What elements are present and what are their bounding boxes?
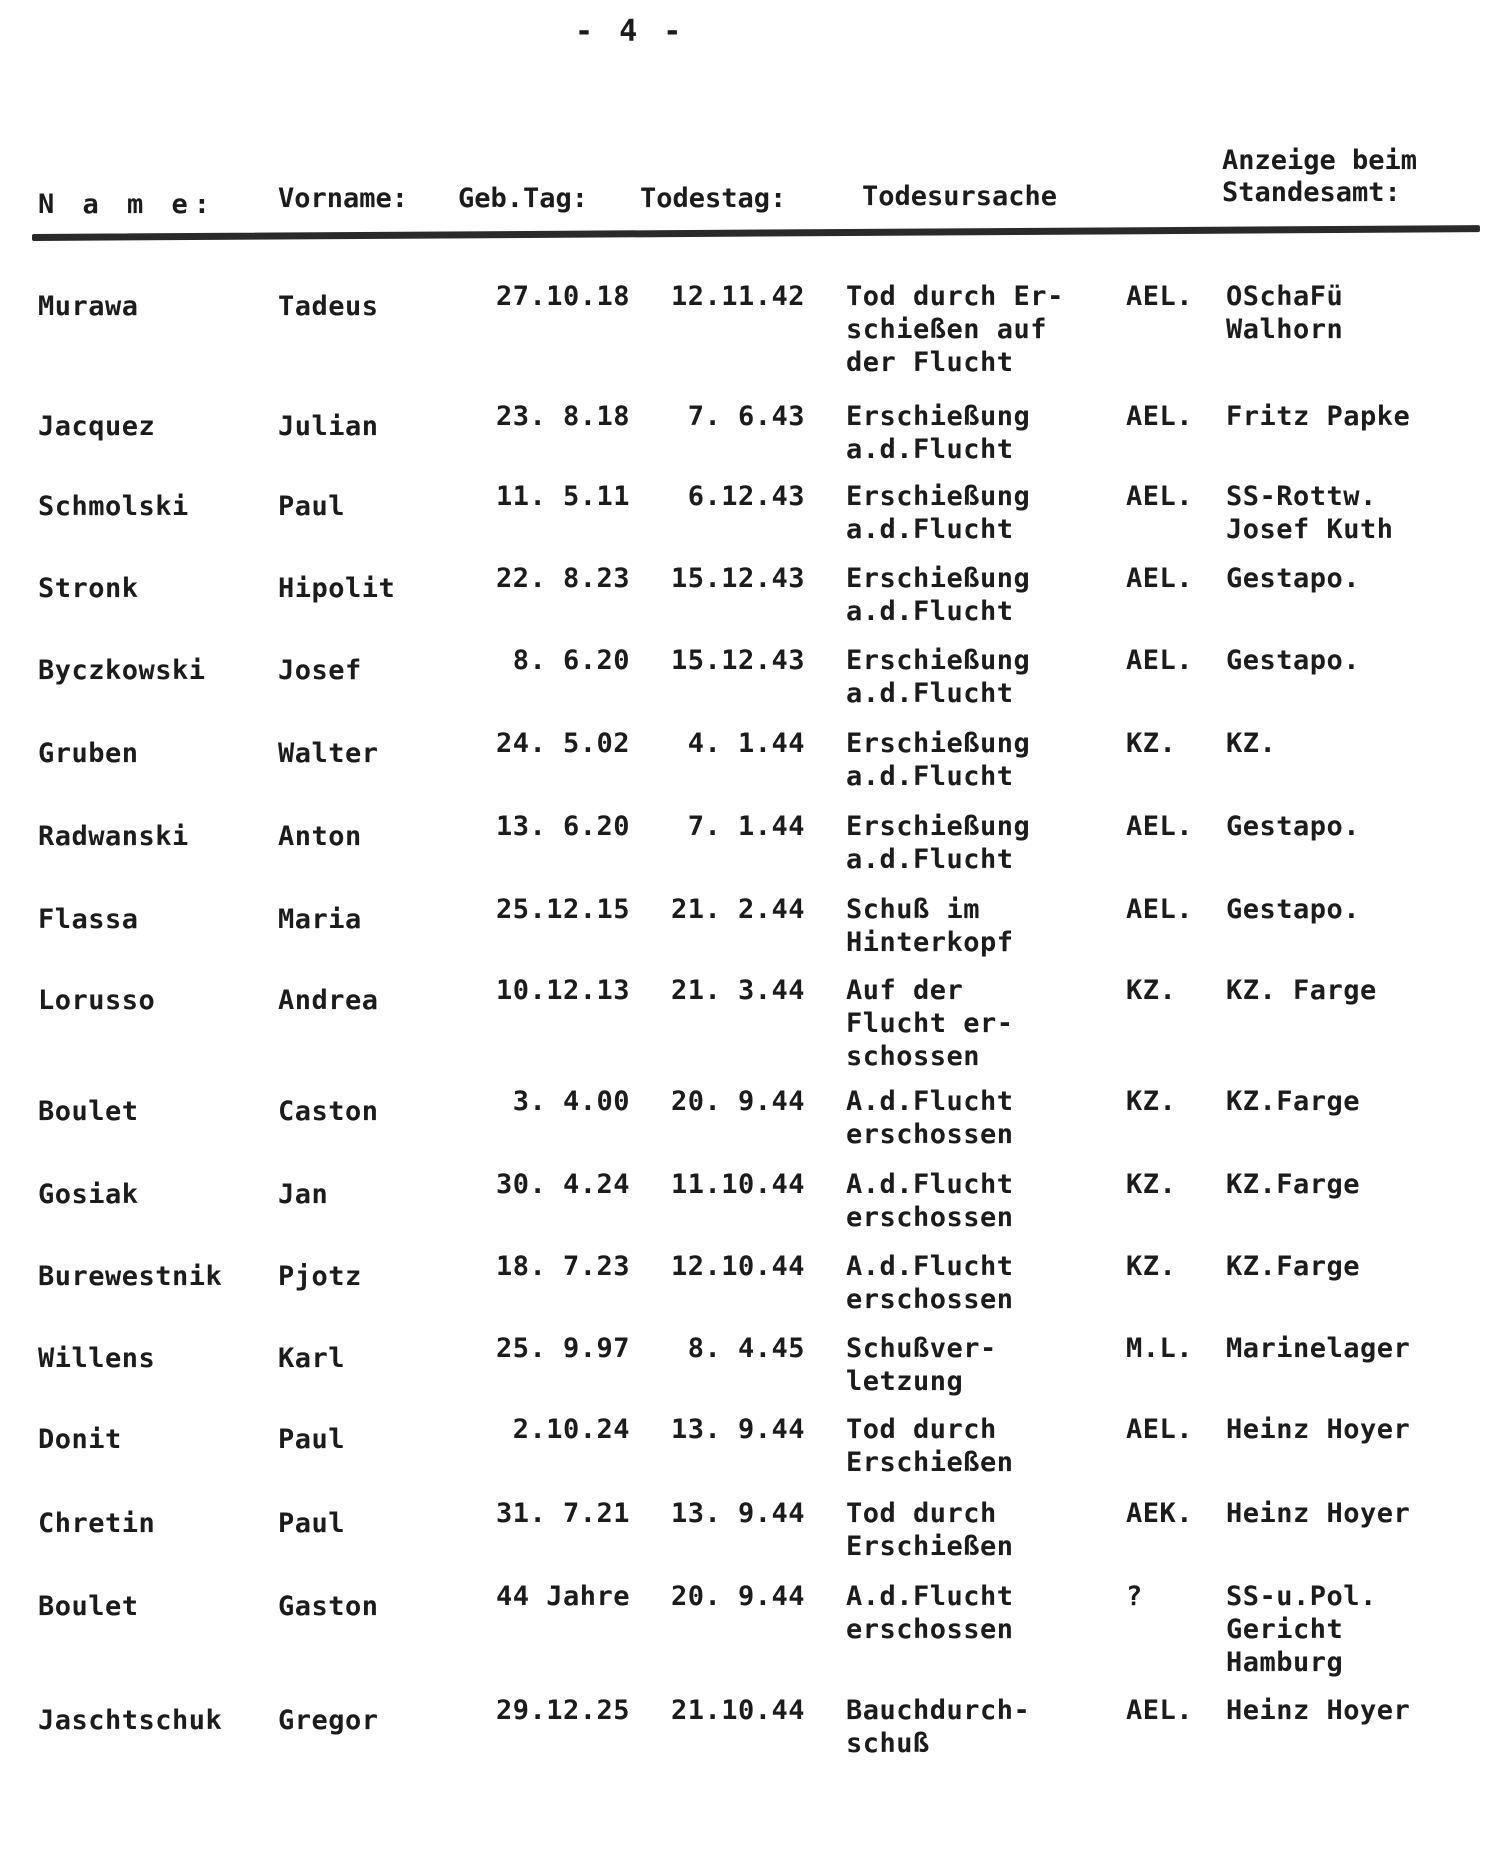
first-name-cell: Paul — [278, 1508, 346, 1539]
camp-cell: ? — [1126, 1581, 1143, 1612]
registry-cell-line: Heinz Hoyer — [1226, 1414, 1411, 1445]
cause-cell-line: A.d.Flucht — [846, 1086, 1014, 1117]
camp-cell: AEL. — [1126, 645, 1194, 676]
death-date-cell: 15.12.43 — [670, 563, 805, 594]
camp-cell: AEL. — [1126, 481, 1194, 512]
death-date-cell: 8. 4.45 — [687, 1333, 805, 1364]
camp-cell: AEL. — [1126, 281, 1194, 312]
surname-cell: Donit — [38, 1424, 122, 1455]
death-date-cell: 20. 9.44 — [670, 1086, 805, 1117]
registry-cell — [1226, 1580, 1377, 1679]
first-name-cell: Hipolit — [278, 573, 396, 604]
cause-cell-line: Erschießung — [846, 563, 1031, 594]
birth-date-cell: 25. 9.97 — [495, 1333, 630, 1364]
cause-cell-line: erschossen — [846, 1284, 1014, 1315]
birth-date-cell: 10.12.13 — [495, 975, 630, 1006]
registry-cell — [1226, 562, 1360, 595]
camp-cell: AEL. — [1126, 894, 1194, 925]
first-name-cell: Gaston — [278, 1591, 379, 1622]
header-birth-date: Geb.Tag: — [458, 183, 589, 214]
camp-cell: AEL. — [1126, 1414, 1194, 1445]
death-date-cell: 7. 6.43 — [687, 401, 805, 432]
first-name-cell: Paul — [278, 1424, 346, 1455]
first-name-cell: Julian — [278, 411, 379, 442]
camp-cell: AEL. — [1126, 1695, 1194, 1726]
registry-cell — [1226, 1332, 1410, 1365]
death-date-cell: 13. 9.44 — [670, 1414, 805, 1445]
header-registry-line-1: Anzeige beim — [1222, 145, 1418, 176]
death-date-cell: 4. 1.44 — [687, 728, 805, 759]
surname-cell: Willens — [38, 1343, 156, 1374]
first-name-cell: Caston — [278, 1096, 379, 1127]
camp-cell: AEK. — [1126, 1498, 1194, 1529]
cause-cell — [846, 1580, 1014, 1646]
registry-cell-line: Fritz Papke — [1226, 401, 1411, 432]
cause-cell-line: a.d.Flucht — [846, 678, 1014, 709]
cause-cell-line: Schußver- — [846, 1333, 997, 1364]
cause-cell-line: Erschießung — [846, 811, 1031, 842]
cause-cell-line: a.d.Flucht — [846, 761, 1014, 792]
registry-cell — [1226, 1250, 1360, 1283]
birth-date-cell: 8. 6.20 — [512, 645, 630, 676]
registry-cell — [1226, 644, 1360, 677]
death-date-cell: 7. 1.44 — [687, 811, 805, 842]
registry-cell — [1226, 810, 1360, 843]
cause-cell — [846, 1497, 1014, 1563]
cause-cell-line: Erschießung — [846, 481, 1031, 512]
registry-cell-line: KZ.Farge — [1226, 1086, 1361, 1117]
cause-cell-line: Hinterkopf — [846, 927, 1014, 958]
registry-cell — [1226, 1085, 1360, 1118]
cause-cell — [846, 1694, 1030, 1760]
cause-cell-line: Auf der — [846, 975, 964, 1006]
cause-cell-line: erschossen — [846, 1119, 1014, 1150]
first-name-cell: Gregor — [278, 1705, 379, 1736]
first-name-cell: Pjotz — [278, 1261, 362, 1292]
cause-cell — [846, 1168, 1014, 1234]
registry-cell — [1226, 1694, 1410, 1727]
first-name-cell: Paul — [278, 491, 346, 522]
birth-date-cell: 13. 6.20 — [495, 811, 630, 842]
cause-cell-line: A.d.Flucht — [846, 1169, 1014, 1200]
surname-cell: Gosiak — [38, 1179, 139, 1210]
surname-cell: Flassa — [38, 904, 139, 935]
table-header — [0, 140, 1500, 230]
cause-cell-line: erschossen — [846, 1614, 1014, 1645]
death-date-cell: 21. 2.44 — [670, 894, 805, 925]
registry-cell — [1226, 1413, 1410, 1446]
cause-cell-line: Schuß im — [846, 894, 981, 925]
cause-cell-line: erschossen — [846, 1202, 1014, 1233]
registry-cell — [1226, 480, 1394, 546]
registry-cell — [1226, 1497, 1410, 1530]
first-name-cell: Tadeus — [278, 291, 379, 322]
cause-cell-line: Bauchdurch- — [846, 1695, 1031, 1726]
cause-cell-line: schuß — [846, 1728, 930, 1759]
surname-cell: Boulet — [38, 1591, 139, 1622]
cause-cell-line: a.d.Flucht — [846, 844, 1014, 875]
cause-cell-line: der Flucht — [846, 347, 1014, 378]
first-name-cell: Walter — [278, 738, 379, 769]
surname-cell: Lorusso — [38, 985, 156, 1016]
cause-cell — [846, 1332, 997, 1398]
surname-cell: Byczkowski — [38, 655, 206, 686]
cause-cell-line: Erschießung — [846, 401, 1031, 432]
first-name-cell: Karl — [278, 1343, 346, 1374]
death-date-cell: 6.12.43 — [687, 481, 805, 512]
camp-cell: KZ. — [1126, 975, 1177, 1006]
cause-cell-line: a.d.Flucht — [846, 596, 1014, 627]
cause-cell — [846, 893, 1014, 959]
birth-date-cell: 27.10.18 — [495, 281, 630, 312]
registry-cell-line: Walhorn — [1226, 314, 1344, 345]
cause-cell — [846, 1085, 1014, 1151]
camp-cell: KZ. — [1126, 1251, 1177, 1282]
header-registry-line-2: Standesamt: — [1222, 177, 1401, 208]
cause-cell-line: Tod durch — [846, 1414, 997, 1445]
death-date-cell: 13. 9.44 — [670, 1498, 805, 1529]
registry-cell-line: OSchaFü — [1226, 281, 1344, 312]
cause-cell-line: Erschießung — [846, 728, 1031, 759]
cause-cell — [846, 727, 1030, 793]
cause-cell-line: letzung — [846, 1366, 964, 1397]
death-date-cell: 12.10.44 — [670, 1251, 805, 1282]
header-name: N a m e: — [38, 189, 217, 220]
birth-date-cell: 23. 8.18 — [495, 401, 630, 432]
surname-cell: Gruben — [38, 738, 139, 769]
death-date-cell: 12.11.42 — [670, 281, 805, 312]
birth-date-cell: 22. 8.23 — [495, 563, 630, 594]
registry-cell-line: SS-u.Pol. — [1226, 1581, 1377, 1612]
camp-cell: AEL. — [1126, 811, 1194, 842]
page-number: - 4 - — [575, 14, 686, 49]
birth-date-cell: 25.12.15 — [495, 894, 630, 925]
birth-date-cell: 24. 5.02 — [495, 728, 630, 759]
surname-cell: Schmolski — [38, 491, 189, 522]
cause-cell — [846, 562, 1030, 628]
registry-cell-line: Gericht — [1226, 1614, 1344, 1645]
death-date-cell: 11.10.44 — [670, 1169, 805, 1200]
camp-cell: AEL. — [1126, 563, 1194, 594]
first-name-cell: Maria — [278, 904, 362, 935]
registry-cell-line: Gestapo. — [1226, 894, 1361, 925]
registry-cell — [1226, 727, 1276, 760]
registry-cell-line: Gestapo. — [1226, 563, 1361, 594]
cause-cell-line: a.d.Flucht — [846, 514, 1014, 545]
registry-cell-line: KZ. — [1226, 728, 1277, 759]
cause-cell-line: Erschießen — [846, 1447, 1014, 1478]
surname-cell: Burewestnik — [38, 1261, 223, 1292]
registry-cell — [1226, 280, 1343, 346]
surname-cell: Stronk — [38, 573, 139, 604]
registry-cell-line: Gestapo. — [1226, 645, 1361, 676]
header-first-name: Vorname: — [278, 183, 409, 214]
surname-cell: Radwanski — [38, 821, 189, 852]
first-name-cell: Josef — [278, 655, 362, 686]
cause-cell-line: Erschießung — [846, 645, 1031, 676]
death-date-cell: 20. 9.44 — [670, 1581, 805, 1612]
camp-cell: M.L. — [1126, 1333, 1194, 1364]
death-date-cell: 21.10.44 — [670, 1695, 805, 1726]
birth-date-cell: 11. 5.11 — [495, 481, 630, 512]
registry-cell-line: Heinz Hoyer — [1226, 1498, 1411, 1529]
surname-cell: Chretin — [38, 1508, 156, 1539]
birth-date-cell: 30. 4.24 — [495, 1169, 630, 1200]
cause-cell-line: a.d.Flucht — [846, 434, 1014, 465]
birth-date-cell: 29.12.25 — [495, 1695, 630, 1726]
surname-cell: Jacquez — [38, 411, 156, 442]
birth-date-cell: 2.10.24 — [512, 1414, 630, 1445]
cause-cell-line: A.d.Flucht — [846, 1581, 1014, 1612]
registry-cell-line: Hamburg — [1226, 1647, 1344, 1678]
cause-cell — [846, 280, 1064, 379]
cause-cell — [846, 644, 1030, 710]
header-cause: Todesursache — [862, 181, 1058, 212]
birth-date-cell: 3. 4.00 — [512, 1086, 630, 1117]
cause-cell-line: schossen — [846, 1041, 981, 1072]
first-name-cell: Andrea — [278, 985, 379, 1016]
registry-cell-line: KZ. Farge — [1226, 975, 1377, 1006]
cause-cell-line: Erschießen — [846, 1531, 1014, 1562]
surname-cell: Jaschtschuk — [38, 1705, 223, 1736]
birth-date-cell: 18. 7.23 — [495, 1251, 630, 1282]
first-name-cell: Anton — [278, 821, 362, 852]
death-date-cell: 21. 3.44 — [670, 975, 805, 1006]
registry-cell-line: Josef Kuth — [1226, 514, 1394, 545]
cause-cell-line: A.d.Flucht — [846, 1251, 1014, 1282]
cause-cell-line: Flucht er- — [846, 1008, 1014, 1039]
registry-cell-line: Gestapo. — [1226, 811, 1361, 842]
camp-cell: KZ. — [1126, 728, 1177, 759]
header-death-date: Todestag: — [640, 183, 787, 214]
camp-cell: KZ. — [1126, 1169, 1177, 1200]
cause-cell — [846, 974, 1014, 1073]
first-name-cell: Jan — [278, 1179, 329, 1210]
camp-cell: AEL. — [1126, 401, 1194, 432]
registry-cell-line: KZ.Farge — [1226, 1169, 1361, 1200]
registry-cell-line: Marinelager — [1226, 1333, 1411, 1364]
registry-cell — [1226, 974, 1377, 1007]
cause-cell — [846, 480, 1030, 546]
cause-cell — [846, 400, 1030, 466]
registry-cell — [1226, 893, 1360, 926]
cause-cell-line: Tod durch Er- — [846, 281, 1064, 312]
death-date-cell: 15.12.43 — [670, 645, 805, 676]
cause-cell — [846, 1413, 1014, 1479]
surname-cell: Boulet — [38, 1096, 139, 1127]
registry-cell-line: SS-Rottw. — [1226, 481, 1377, 512]
cause-cell — [846, 810, 1030, 876]
registry-cell — [1226, 1168, 1360, 1201]
birth-date-cell: 31. 7.21 — [495, 1498, 630, 1529]
registry-cell-line: KZ.Farge — [1226, 1251, 1361, 1282]
cause-cell-line: schießen auf — [846, 314, 1048, 345]
surname-cell: Murawa — [38, 291, 139, 322]
cause-cell-line: Tod durch — [846, 1498, 997, 1529]
birth-date-cell: 44 Jahre — [495, 1581, 630, 1612]
registry-cell-line: Heinz Hoyer — [1226, 1695, 1411, 1726]
cause-cell — [846, 1250, 1014, 1316]
camp-cell: KZ. — [1126, 1086, 1177, 1117]
registry-cell — [1226, 400, 1410, 433]
